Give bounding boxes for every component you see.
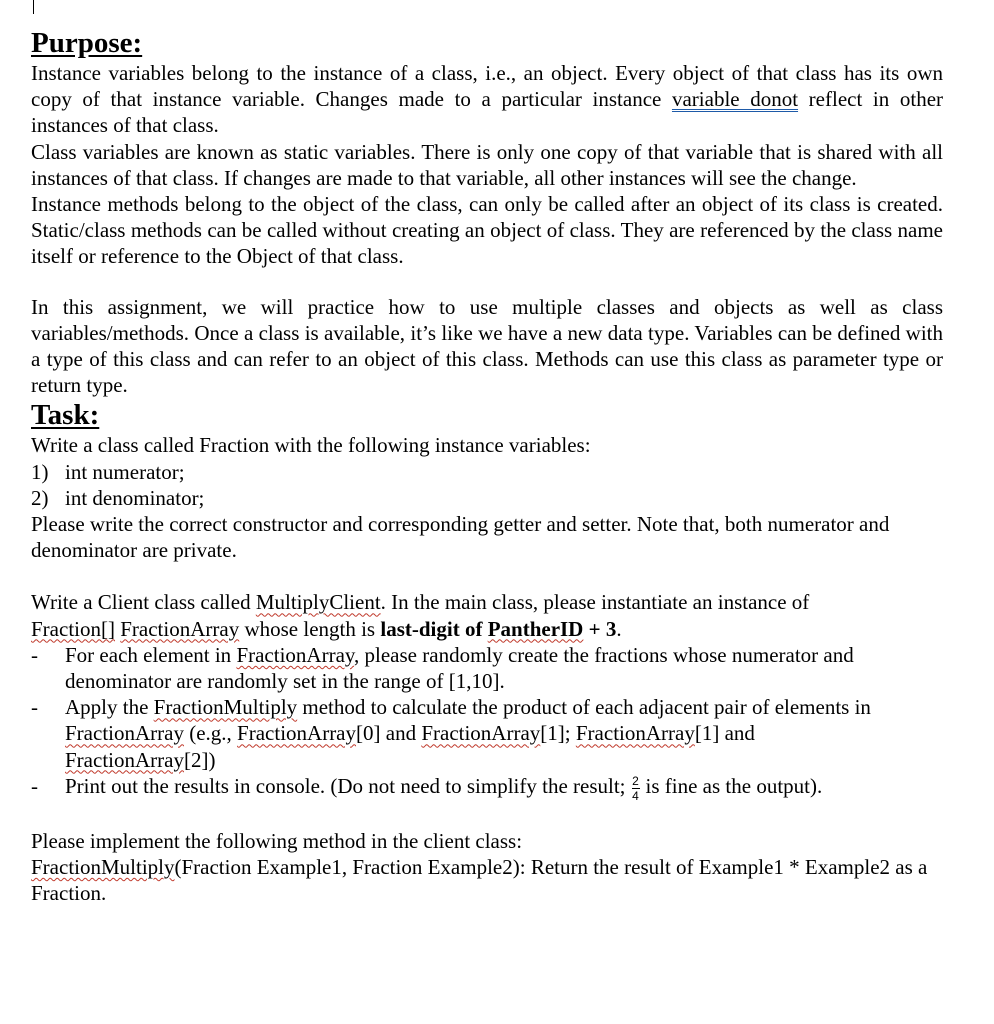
client-steps-list [31,642,943,802]
client-class-paragraph: Write a Client class called MultiplyClient. In the main class, please instantiate an instance of Fraction[] FractionArray whose length is last-digit of PantherID + 3. [31,590,810,641]
spell-flag-fractionmultiply: FractionMultiply [31,854,175,879]
list-item: - For each element in FractionArray, please randomly create the fractions whose numerator and denominator are randomly set in the range of [1,10]. [31,642,854,694]
spell-flag-pantherid: PantherID [487,616,584,641]
fraction-class-intro: Write a class called Fraction with the following instance variables: [31,433,591,458]
purpose-paragraph-class-variables: Class variables are known as static variables. There is only one copy of that variable that is shared with all instances of that class. If changes are made to that variable, all other instances will see the change. [31,139,943,190]
list-item: - Print out the results in console. (Do not need to simplify the result; $\frac{2}{4}$ is fine as the output). [31,773,823,803]
text-cursor [33,0,34,14]
constructor-note: Please write the correct constructor and corresponding getter and setter. Note that, both numerator and denominator are private. [31,512,890,563]
purpose-heading: Purpose: [31,27,143,59]
list-item: 1) int numerator; [31,459,185,484]
document-body [31,26,943,906]
list-item: - Apply the FractionMultiply method to calculate the product of each adjacent pair of elements in FractionArray (e.g., FractionArray[0] and FractionArray[1]; FractionArray[1] and FractionArray[2]) [31,695,871,772]
method-signature: FractionMultiply(Fraction Example1, Fraction Example2): Return the result of Example1 * Example2 as a Fraction. [31,854,928,905]
fraction-two-fourths: $\frac{2}{4}$ [632,773,639,803]
list-item: 2) int denominator; [31,485,205,510]
purpose-paragraph-methods: Instance methods belong to the object of the class, can only be called after an object of its class is created. Static/class methods can be called without creating an object of class. They are referenced by the class name itself or reference to the Object of that class. [31,192,943,269]
implementation-intro: Please implement the following method in the client class: [31,828,523,853]
purpose-paragraph-instance-variables: Instance variables belong to the instance of a class, i.e., an object. Every object of that class has its own copy of that instance variable. Changes made to a particular instance variable donot reflect in other instances of that class. [31,61,944,138]
task-heading: Task: [31,399,100,432]
grammar-flag: variable donot [671,87,799,112]
spell-flag-multiplyclient: MultiplyClient [255,590,381,615]
instance-variable-list [31,459,943,511]
assignment-overview-paragraph: In this assignment, we will practice how to use multiple classes and objects as well as class variables/methods. Once a class is available, it’s like we have a new data type. Variables can be defined with a type of this class and can refer to an object of this class. Methods can use this class as parameter type or return type. [31,294,943,398]
